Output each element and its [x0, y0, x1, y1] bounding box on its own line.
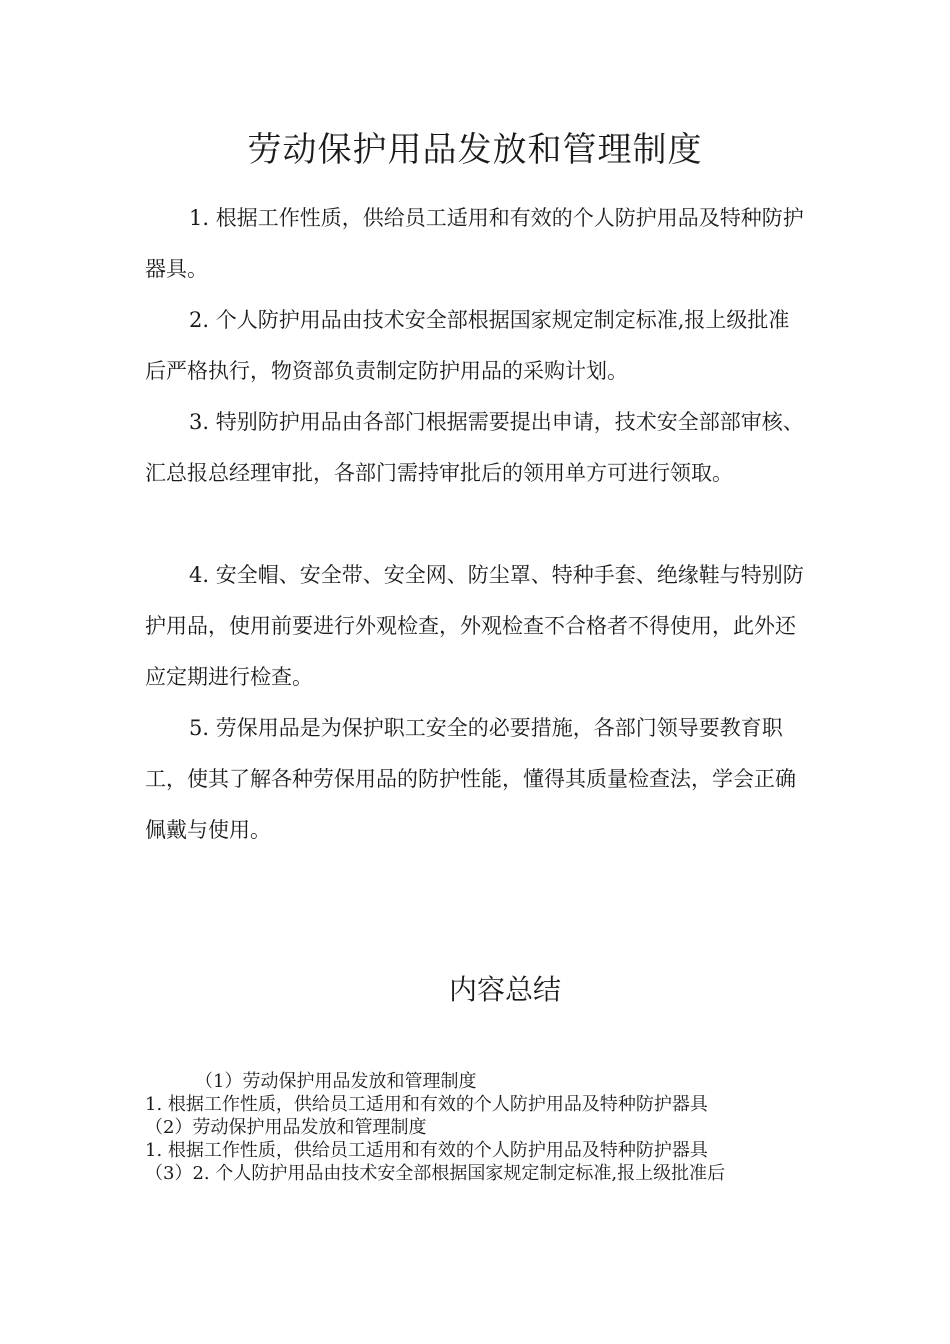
paragraph-2: 2. 个人防护用品由技术安全部根据国家规定制定标准,报上级批准后严格执行，物资部负责制定防护用品的采购计划。 — [145, 308, 790, 383]
summary-title: 内容总结 — [448, 973, 561, 1006]
summary-line-2: 1. 根据工作性质，供给员工适用和有效的个人防护用品及特种防护器具 — [145, 1094, 708, 1115]
summary-line-1: （1）劳动保护用品发放和管理制度 — [195, 1071, 477, 1092]
summary-line-3: （2）劳动保护用品发放和管理制度 — [145, 1117, 427, 1138]
summary-list — [145, 1070, 845, 1185]
document-title: 劳动保护用品发放和管理制度 — [247, 130, 703, 170]
paragraph-3: 3. 特别防护用品由各部门根据需要提出申请，技术安全部部审核、汇总报总经理审批，各部门需持审批后的领用单方可进行领取。 — [145, 410, 804, 485]
paragraph-5: 5. 劳保用品是为保护职工安全的必要措施，各部门领导要教育职工，使其了解各种劳保用品的防护性能，懂得其质量检查法，学会正确佩戴与使用。 — [145, 716, 796, 842]
summary-line-4: 1. 根据工作性质，供给员工适用和有效的个人防护用品及特种防护器具 — [145, 1140, 708, 1161]
summary-line-5: （3）2. 个人防护用品由技术安全部根据国家规定制定标准,报上级批准后 — [145, 1163, 726, 1184]
paragraph-4: 4. 安全帽、安全带、安全网、防尘罩、特种手套、绝缘鞋与特别防护用品，使用前要进行外观检查，外观检查不合格者不得使用，此外还应定期进行检查。 — [145, 563, 804, 689]
paragraph-1: 1. 根据工作性质，供给员工适用和有效的个人防护用品及特种防护器具。 — [145, 206, 804, 281]
